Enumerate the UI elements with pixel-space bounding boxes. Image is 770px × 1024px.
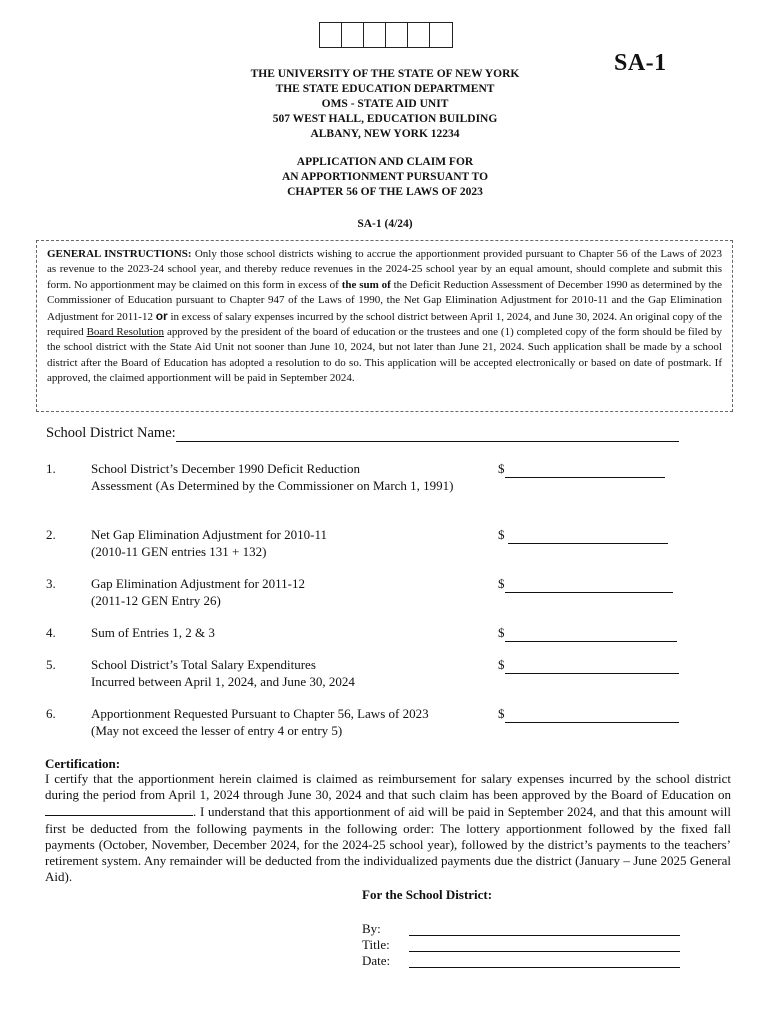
code-box[interactable] <box>364 23 386 47</box>
entry-5-amount-field[interactable] <box>505 660 679 674</box>
title-field[interactable] <box>409 937 680 952</box>
instructions-text: the Deficit Reduction Assessment of December 1990 as determined by the Commissioner of Education pursuant to Chapter 947 of the Laws of 1990, the Net Gap Elimination Adjustment for 2010-11 and the Gap Elimination Adjustment for 2011-12 <box>47 278 722 323</box>
entry-line: Assessment (As Determined by the Commissioner on March 1, 1991) <box>91 477 454 493</box>
title-line: APPLICATION AND CLAIM FOR <box>296 156 474 168</box>
entry-description <box>91 625 491 642</box>
entry-amount <box>498 527 668 544</box>
entry-line: Sum of Entries 1, 2 & 3 <box>91 625 215 640</box>
entry-number: 5. <box>46 657 56 672</box>
entry-description <box>91 657 491 690</box>
entry-6-amount-field[interactable] <box>505 709 679 723</box>
entry-description <box>91 706 491 739</box>
currency-symbol: $ <box>498 706 505 721</box>
general-instructions-box <box>36 240 733 412</box>
code-box[interactable] <box>386 23 408 47</box>
instructions-heading: GENERAL INSTRUCTIONS: <box>47 248 192 260</box>
title-label: Title: <box>362 937 390 952</box>
entry-description <box>91 527 491 560</box>
entry-amount <box>498 576 673 593</box>
entry-4-amount-field[interactable] <box>505 628 677 642</box>
form-revision: SA-1 (4/24) <box>357 218 413 230</box>
title-line: AN APPORTIONMENT PURSUANT TO <box>281 171 489 183</box>
instructions-text: Only those school districts wishing to accrue the apportionment provided pursuant to Chapter 56 of the Laws of 2023 as revenue to the 2023-24 school year, and thereby reduce revenues in the 2024-25 school year by an equal amount, should complete and submit this form. No apportionment may be claimed on this form in excess of <box>47 248 723 291</box>
board-approval-date-field[interactable] <box>45 803 193 816</box>
code-box[interactable] <box>320 23 342 47</box>
entry-line: School District’s December 1990 Deficit Reduction <box>91 461 360 476</box>
school-district-name-field[interactable] <box>176 427 679 442</box>
instructions-text: approved by the president of the board of education or the trustees and one (1) completed copy of the form should be filed by the school district with the State Aid Unit not sooner than June 10, 2024, but not later than June 21, 2024. Such application shall be made by a school district after the Board of Education has adopted a resolution to do so. This application will be accepted electronically or based on date of postmark. If approved, the claimed apportionment will be paid in September 2024. <box>47 326 722 385</box>
school-district-label: School District Name: <box>46 425 176 441</box>
entry-number: 6. <box>46 706 56 721</box>
instructions-text: in excess of salary expenses incurred by the school district between April 1, 2024, and June 30, 2024. An original copy of the required <box>47 310 722 339</box>
agency-line: THE STATE EDUCATION DEPARTMENT <box>275 83 495 95</box>
entry-line: Incurred between April 1, 2024, and June 30, 2024 <box>91 673 355 689</box>
entry-1-amount-field[interactable] <box>505 464 665 478</box>
agency-line: ALBANY, NEW YORK 12234 <box>310 128 460 140</box>
currency-symbol: $ <box>498 657 505 672</box>
entry-line: Gap Elimination Adjustment for 2011-12 <box>91 576 305 591</box>
date-label: Date: <box>362 953 391 968</box>
certification-body: I certify that the apportionment herein claimed is claimed as reimbursement for salary expenses incurred by the school district during the period from April 1, 2024 through June 30, 2024 and that such claim has been approved by the Board of Education on <box>45 771 731 803</box>
by-signature-field[interactable] <box>409 921 680 936</box>
by-label: By: <box>362 921 381 936</box>
entry-line: (2010-11 GEN entries 131 + 132) <box>91 543 267 559</box>
certification-text <box>45 771 731 885</box>
code-box[interactable] <box>408 23 430 47</box>
instructions-or: or <box>155 308 168 323</box>
entry-line: Net Gap Elimination Adjustment for 2010-11 <box>91 527 328 542</box>
entry-number: 2. <box>46 527 56 542</box>
currency-symbol: $ <box>498 625 505 640</box>
entry-line: (2011-12 GEN Entry 26) <box>91 592 221 608</box>
school-district-name-row <box>46 425 679 442</box>
entry-amount <box>498 657 679 674</box>
entry-number: 1. <box>46 461 56 476</box>
certification-body: . I understand that this apportionment of aid will be paid in September 2024, and that this amount will first be deducted from the following payments in the following order: The lottery apportionment followed by the fixed fall payments (October, November, December 2024, for the 2024-25 school year), followed by the district’s payments to the teachers’ retirement system. Any remainder will be deducted from the individualized payments due the district (January – June 2025 General Aid). <box>45 804 731 885</box>
title-line: CHAPTER 56 OF THE LAWS OF 2023 <box>287 186 483 198</box>
entry-line: School District’s Total Salary Expenditures <box>91 657 316 672</box>
agency-line: OMS - STATE AID UNIT <box>321 98 449 110</box>
code-box[interactable] <box>342 23 364 47</box>
agency-line: THE UNIVERSITY OF THE STATE OF NEW YORK <box>250 68 520 80</box>
currency-symbol: $ <box>498 527 505 542</box>
currency-symbol: $ <box>498 576 505 591</box>
entry-number: 4. <box>46 625 56 640</box>
entry-description <box>91 576 491 609</box>
entry-line: Apportionment Requested Pursuant to Chapter 56, Laws of 2023 <box>91 706 429 721</box>
entry-2-amount-field[interactable] <box>508 530 668 544</box>
entry-amount <box>498 625 677 642</box>
entry-line: (May not exceed the lesser of entry 4 or entry 5) <box>91 722 343 738</box>
code-box[interactable] <box>430 23 452 47</box>
entry-3-amount-field[interactable] <box>505 579 673 593</box>
entry-amount <box>498 461 665 478</box>
agency-line: 507 WEST HALL, EDUCATION BUILDING <box>272 113 498 125</box>
instructions-emphasis: the sum of <box>341 278 391 291</box>
currency-symbol: $ <box>498 461 505 476</box>
entry-amount <box>498 706 679 723</box>
form-id: SA-1 <box>614 50 667 76</box>
certification-heading: Certification: <box>45 756 121 771</box>
board-resolution-term: Board Resolution <box>86 326 165 339</box>
agency-header <box>0 67 770 142</box>
date-field[interactable] <box>409 953 680 968</box>
application-title <box>0 155 770 200</box>
district-code-boxes[interactable] <box>319 22 453 48</box>
signature-heading: For the School District: <box>362 887 493 902</box>
entry-number: 3. <box>46 576 56 591</box>
entry-description <box>91 461 491 494</box>
